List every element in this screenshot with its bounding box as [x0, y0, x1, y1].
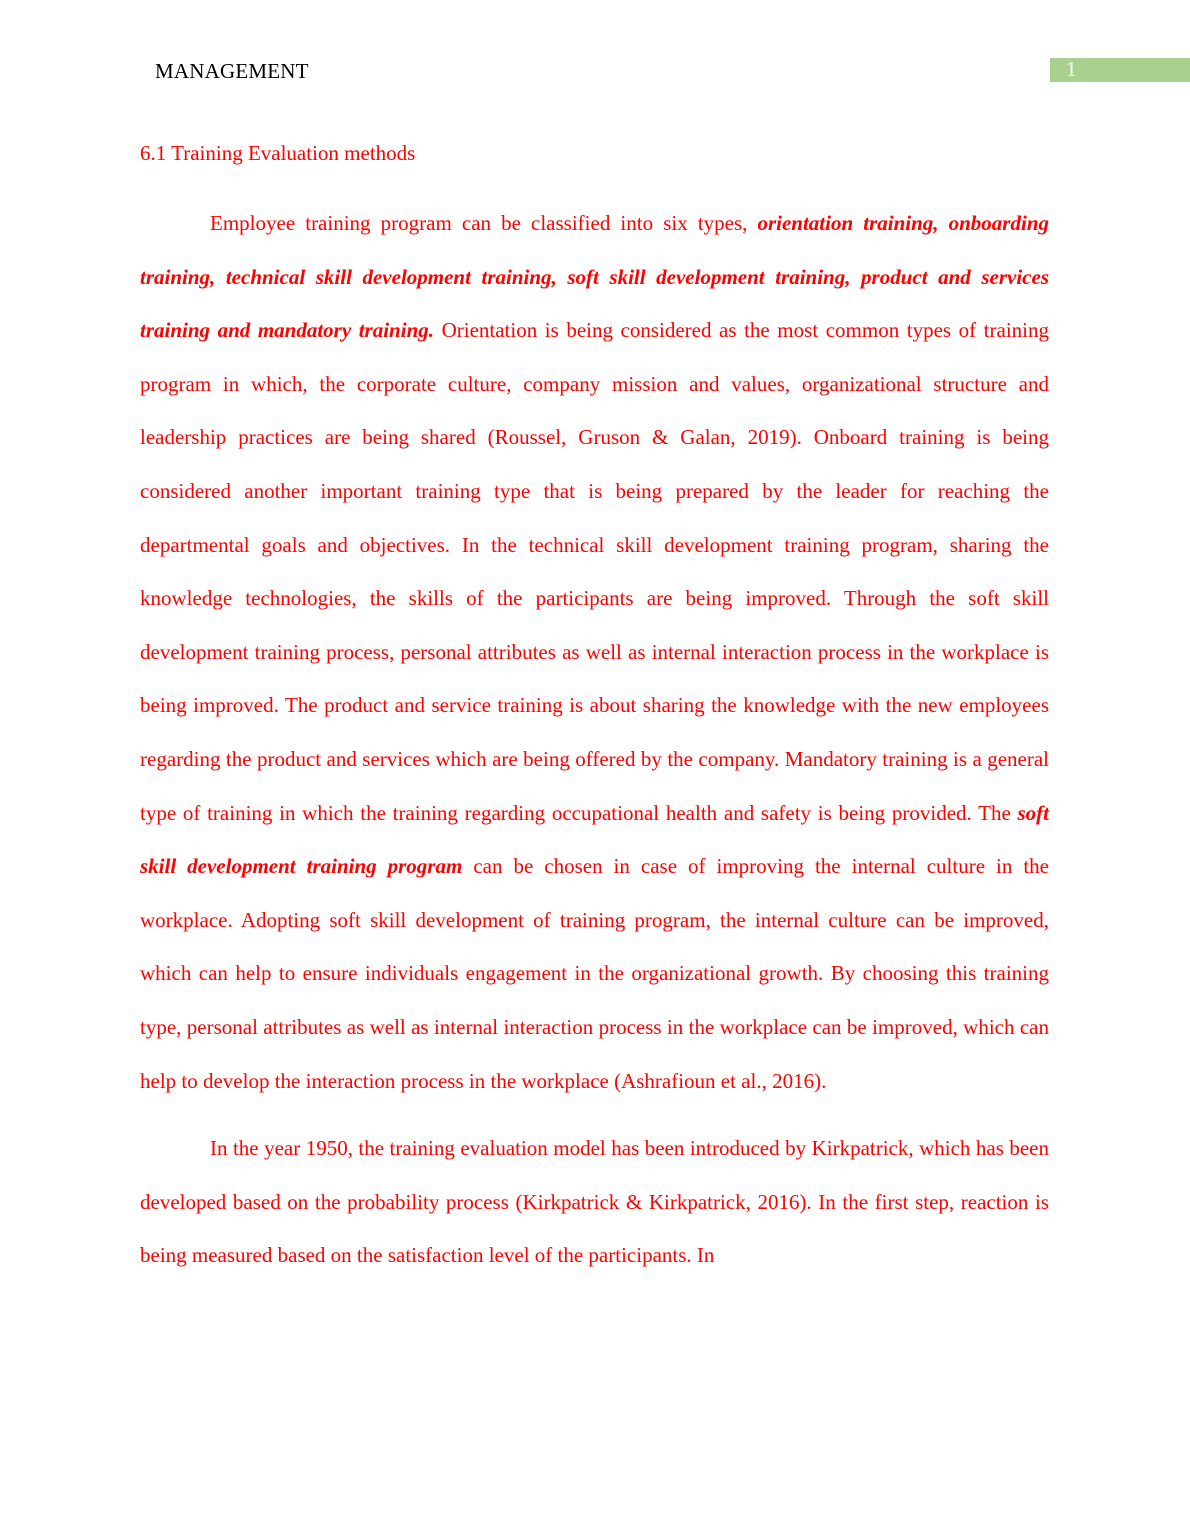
paragraph-training-types — [140, 197, 1049, 1108]
paragraph-kirkpatrick: In the year 1950, the training evaluation model has been introduced by Kirkpatrick, which has been developed based on the probability process (Kirkpatrick & Kirkpatrick, 2016). In the first step, reaction is being measured based on the satisfaction level of the participants. In — [140, 1136, 1049, 1268]
page-number-bar — [1050, 58, 1190, 82]
paragraph-text: can be chosen in case of improving the internal culture in the workplace. Adopting soft skill development of training program, the internal culture can be improved, which can help to ensure individuals engagement in the organizational growth. By choosing this training type, personal attributes as well as internal interaction process in the workplace can be improved, which can help to develop the interaction process in the workplace (Ashrafioun et al., 2016). — [140, 854, 1050, 1093]
emphasis-soft-skill-program: soft skill development training program — [140, 800, 1049, 879]
section-heading: 6.1 Training Evaluation methods — [140, 141, 416, 165]
emphasis-training-types: orientation training, onboarding training, technical skill development training, soft skill development training, product and services training and mandatory training. — [140, 211, 1049, 343]
paragraph-text: Orientation is being considered as the most common types of training program in which, the corporate culture, company mission and values, organizational structure and leadership practices are being shared (Roussel, Gruson & Galan, 2019). Onboard training is being considered another important training type that is being prepared by the leader for reaching the departmental goals and objectives. In the technical skill development training program, sharing the knowledge technologies, the skills of the participants are being improved. Through the soft skill development training process, personal attributes as well as internal interaction process in the workplace is being improved. The product and service training is about sharing the knowledge with the new employees regarding the product and services which are being offered by the company. Mandatory training is a general type of training in which the training regarding occupational health and safety is being provided. The — [140, 318, 1049, 825]
running-head: MANAGEMENT — [155, 59, 309, 83]
paragraph-text: Employee training program can be classified into six types, — [210, 211, 758, 235]
body-text — [140, 197, 1049, 1283]
page-number: 1 — [1066, 57, 1077, 81]
